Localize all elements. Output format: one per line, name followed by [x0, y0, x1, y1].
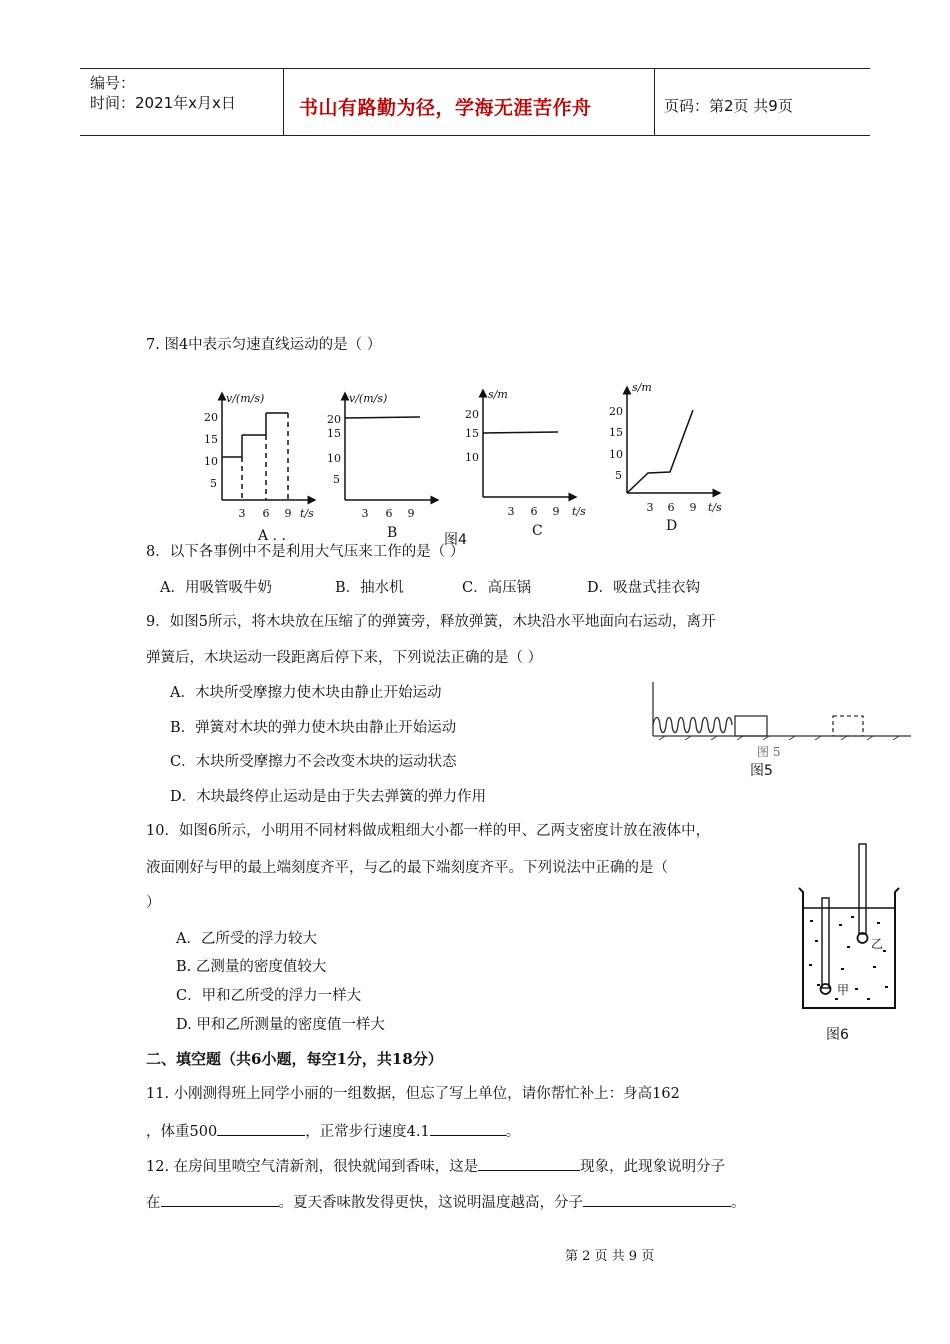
- answer-blank-molecules-motion[interactable]: [583, 1192, 731, 1207]
- svg-text:9: 9: [552, 505, 560, 518]
- answer-blank-weight-unit[interactable]: [217, 1121, 305, 1136]
- svg-text:C: C: [532, 523, 543, 539]
- question-9-option-c: C．木块所受摩擦力不会改变木块的运动状态: [170, 754, 457, 770]
- question-11-line-1: 11. 小刚测得班上同学小丽的一组数据，但忘了写上单位，请你帮忙补上：身高162: [146, 1086, 680, 1102]
- question-10-line-2: 液面刚好与甲的最上端刻度齐平，与乙的最下端刻度齐平。下列说法中正确的是（: [146, 860, 668, 876]
- header-number: 编号：: [90, 74, 136, 92]
- svg-text:v/(m/s): v/(m/s): [349, 392, 388, 405]
- question-12-text-d: 。夏天香味散发得更快，这说明温度越高，分子: [278, 1195, 583, 1211]
- svg-text:15: 15: [609, 426, 623, 439]
- question-11-line-2: [146, 1121, 520, 1142]
- header-page-info: 页码：第2页 共9页: [664, 97, 793, 115]
- header-time: 时间：2021年x月x日: [90, 94, 236, 112]
- svg-text:10: 10: [204, 455, 218, 468]
- question-12-text-c: 在: [146, 1195, 161, 1211]
- question-8-option-b: B．抽水机: [335, 580, 404, 596]
- footer-page-number: 第 2 页 共 9 页: [565, 1249, 655, 1264]
- header-bottom-rule: [80, 135, 870, 136]
- question-9-line-1: 9．如图5所示，将木块放在压缩了的弹簧旁，释放弹簧，木块沿水平地面向右运动，离开: [146, 614, 716, 630]
- header-motto: 书山有路勤为径，学海无涯苦作舟: [299, 97, 592, 119]
- svg-text:t/s: t/s: [572, 505, 586, 518]
- svg-text:20: 20: [204, 411, 218, 424]
- question-9-option-b: B．弹簧对木块的弹力使木块由静止开始运动: [170, 720, 457, 736]
- figure-5-caption: 图5: [750, 763, 773, 779]
- answer-blank-molecules-state[interactable]: [161, 1192, 279, 1207]
- svg-text:10: 10: [327, 452, 341, 465]
- section-2-title: 二、填空题（共6小题，每空1分，共18分）: [146, 1050, 443, 1068]
- svg-text:v/(m/s): v/(m/s): [226, 392, 265, 405]
- header-divider-right: [654, 68, 655, 135]
- svg-text:9: 9: [407, 507, 415, 520]
- question-12-line-1: [146, 1156, 725, 1177]
- question-8-option-c: C．高压锅: [462, 580, 532, 596]
- svg-text:6: 6: [530, 505, 538, 518]
- question-10-line-1: 10．如图6所示，小明用不同材料做成粗细大小都一样的甲、乙两支密度计放在液体中，: [146, 823, 711, 839]
- figure-6-hydrometers: [795, 838, 905, 1023]
- question-8-text: 8．以下各事例中不是利用大气压来工作的是（ ）: [146, 544, 465, 560]
- answer-blank-phenomenon[interactable]: [478, 1156, 580, 1171]
- svg-text:10: 10: [465, 451, 479, 464]
- svg-text:B: B: [387, 525, 398, 541]
- question-11-text-c: 。: [505, 1124, 521, 1140]
- svg-text:9: 9: [284, 507, 292, 520]
- question-12-text-e: 。: [731, 1195, 746, 1211]
- svg-text:t/s: t/s: [300, 507, 314, 520]
- svg-text:9: 9: [689, 501, 697, 514]
- svg-text:s/m: s/m: [632, 381, 652, 394]
- svg-text:5: 5: [210, 477, 217, 490]
- question-7-text: 7. 图4中表示匀速直线运动的是（ ）: [146, 337, 382, 353]
- svg-text:3: 3: [238, 507, 246, 520]
- figure-5-inner-caption: 图 5: [757, 745, 781, 759]
- question-8-option-d: D．吸盘式挂衣钩: [587, 580, 701, 596]
- svg-text:6: 6: [262, 507, 270, 520]
- question-9-option-d: D．木块最终停止运动是由于失去弹簧的弹力作用: [170, 789, 487, 805]
- header-top-rule: [80, 68, 870, 69]
- svg-text:3: 3: [361, 507, 369, 520]
- svg-text:15: 15: [327, 427, 341, 440]
- header-divider-left: [283, 68, 284, 135]
- answer-blank-speed-unit[interactable]: [430, 1121, 506, 1136]
- svg-text:15: 15: [204, 433, 218, 446]
- question-12-line-2: [146, 1192, 746, 1213]
- svg-text:10: 10: [609, 448, 623, 461]
- question-10-option-a: A．乙所受的浮力较大: [176, 931, 317, 947]
- figure-6-label-yi: 乙: [871, 937, 884, 951]
- svg-text:A . .: A . .: [258, 528, 286, 544]
- svg-text:20: 20: [327, 413, 341, 426]
- svg-text:D: D: [666, 518, 678, 534]
- question-10-option-b: B. 乙测量的密度值较大: [176, 959, 327, 975]
- question-11-text-b: ，正常步行速度4.1: [305, 1124, 430, 1140]
- figure-6-label-jia: 甲: [837, 983, 850, 997]
- svg-text:15: 15: [465, 427, 479, 440]
- svg-text:6: 6: [667, 501, 675, 514]
- figure-4-graphs: [190, 375, 740, 545]
- svg-text:5: 5: [333, 473, 340, 486]
- question-11-text-a: ，体重500: [146, 1124, 218, 1140]
- svg-text:6: 6: [385, 507, 393, 520]
- svg-text:20: 20: [609, 405, 623, 418]
- svg-text:t/s: t/s: [708, 501, 722, 514]
- question-12-text-a: 12. 在房间里喷空气清新剂，很快就闻到香味，这是: [146, 1159, 479, 1175]
- question-9-option-a: A．木块所受摩擦力使木块由静止开始运动: [170, 685, 442, 701]
- question-10-option-c: C．甲和乙所受的浮力一样大: [176, 988, 362, 1004]
- question-9-line-2: 弹簧后，木块运动一段距离后停下来，下列说法正确的是（ ）: [146, 650, 543, 666]
- svg-text:3: 3: [507, 505, 515, 518]
- question-10-line-3: ）: [146, 895, 161, 911]
- question-12-text-b: 现象，此现象说明分子: [580, 1159, 726, 1175]
- figure-6-caption: 图6: [826, 1027, 849, 1043]
- question-10-option-d: D. 甲和乙所测量的密度值一样大: [176, 1017, 385, 1033]
- figure-4-caption: 图4: [444, 532, 467, 548]
- svg-text:20: 20: [465, 408, 479, 421]
- figure-5-spring-block: [645, 678, 915, 763]
- svg-text:3: 3: [646, 501, 654, 514]
- question-8-option-a: A．用吸管吸牛奶: [160, 580, 272, 596]
- svg-text:s/m: s/m: [488, 388, 508, 401]
- svg-text:5: 5: [615, 469, 622, 482]
